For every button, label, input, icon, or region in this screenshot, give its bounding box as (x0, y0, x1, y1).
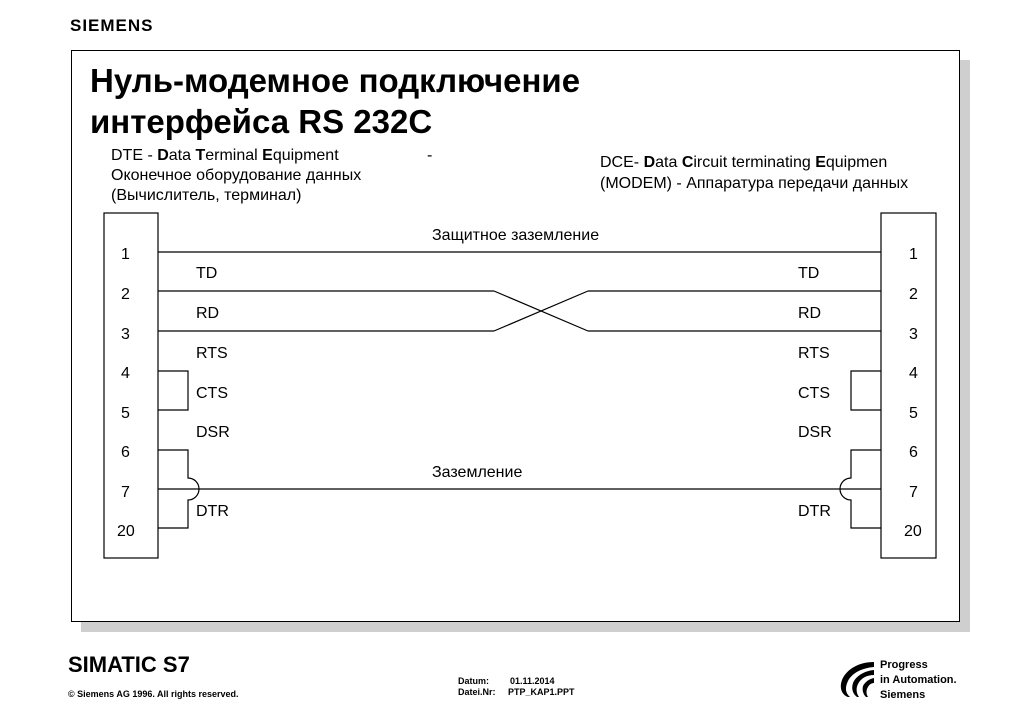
date-label: Datum: (458, 676, 489, 686)
right-pin-20: 20 (904, 523, 922, 540)
left-pin-7: 7 (121, 484, 130, 501)
right-pin-6: 6 (909, 444, 918, 461)
left-pin-3: 3 (121, 326, 130, 343)
right-signal-rd: RD (798, 305, 822, 322)
file-value: PTP_KAP1.PPT (508, 687, 575, 697)
left-signal-rd: RD (196, 305, 220, 322)
dte-dash: - (427, 147, 433, 164)
left-signal-dsr: DSR (196, 424, 230, 441)
slide-title-line2: интерфейса RS 232C (90, 103, 433, 140)
left-signal-dtr: DTR (196, 503, 229, 520)
slide-title-line1: Нуль-модемное подключение (90, 62, 581, 99)
left-rts-cts-loop (158, 371, 188, 410)
right-signal-cts: CTS (798, 385, 830, 402)
dce-c-letter: C (681, 154, 694, 171)
dce-connector (881, 213, 936, 558)
dte-russian-name: Оконечное оборудование данных (111, 167, 362, 184)
dce-e-rest: quipmen (825, 154, 888, 171)
copyright-notice: © Siemens AG 1996. All rights reserved. (68, 689, 239, 699)
siemens-brand: SIEMENS (70, 16, 154, 35)
slogan-line1: Progress (880, 659, 928, 671)
dce-d-rest: ata (655, 154, 682, 171)
dte-connector (104, 213, 158, 558)
dte-prefix: DTE - (111, 147, 158, 164)
right-signal-dsr: DSR (798, 424, 832, 441)
left-signal-cts: CTS (196, 385, 228, 402)
dce-d-letter: D (643, 154, 656, 171)
dce-prefix: DCE- (600, 154, 644, 171)
right-signal-td: TD (798, 265, 820, 282)
dce-c-rest: ircuit terminating (693, 154, 816, 171)
left-pin-1: 1 (121, 246, 130, 263)
product-name: SIMATIC S7 (68, 652, 190, 677)
left-pin-4: 4 (121, 365, 130, 382)
right-pin-2: 2 (909, 286, 918, 303)
dce-russian-name: (MODEM) - Аппаратура передачи данных (600, 175, 909, 192)
right-pin-1: 1 (909, 246, 918, 263)
left-pin-2: 2 (121, 286, 130, 303)
dte-e-rest: quipment (272, 147, 339, 164)
left-signal-rts: RTS (196, 345, 228, 362)
left-pin-5: 5 (121, 405, 130, 422)
dte-russian-note: (Вычислитель, терминал) (111, 187, 302, 204)
right-signal-rts: RTS (798, 345, 830, 362)
dte-e-letter: E (262, 147, 273, 164)
protective-ground-label: Защитное заземление (432, 227, 600, 244)
dte-t-rest: erminal (205, 147, 263, 164)
siemens-swirl-logo-icon (836, 660, 876, 698)
left-pin-6: 6 (121, 444, 130, 461)
slogan-line2: in Automation. (880, 674, 957, 686)
right-rts-cts-loop (851, 371, 881, 410)
left-signal-td: TD (196, 265, 218, 282)
file-label: Datei.Nr: (458, 687, 496, 697)
left-pin-20: 20 (117, 523, 135, 540)
dte-d-letter: D (157, 147, 169, 164)
signal-ground-label: Заземление (432, 464, 523, 481)
right-pin-7: 7 (909, 484, 918, 501)
right-pin-4: 4 (909, 365, 918, 382)
right-pin-3: 3 (909, 326, 918, 343)
dte-d-rest: ata (168, 147, 196, 164)
right-signal-dtr: DTR (798, 503, 831, 520)
dte-t-letter: T (195, 147, 206, 164)
dce-e-letter: E (815, 154, 826, 171)
slogan-line3: Siemens (880, 689, 926, 701)
date-value: 01.11.2014 (510, 676, 555, 686)
right-pin-5: 5 (909, 405, 918, 422)
